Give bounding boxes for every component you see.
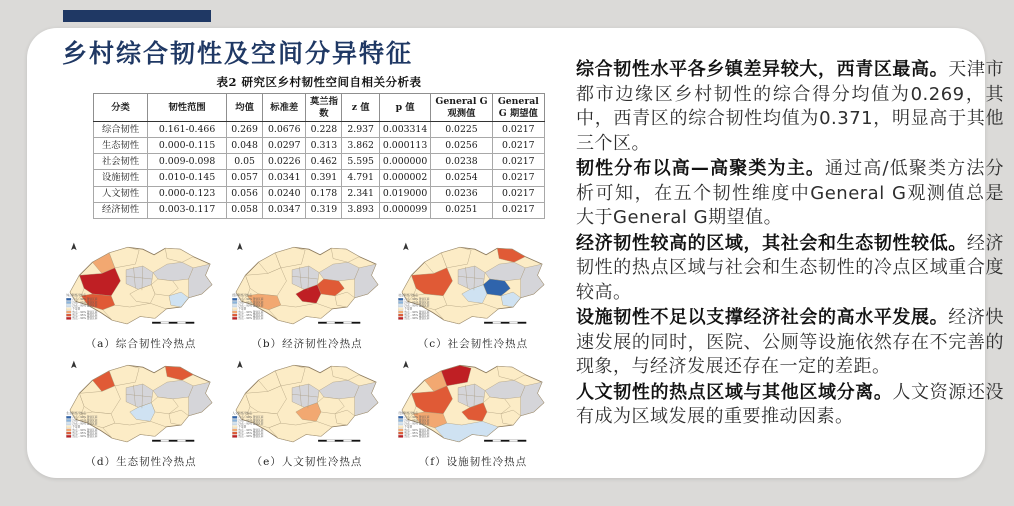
map-legend-title: 社会韧性冷热点	[398, 292, 418, 297]
scale-bar	[318, 322, 360, 324]
map-canvas-c	[392, 238, 554, 335]
north-arrow-icon	[71, 243, 77, 250]
note-body-text: 人文资源还没有成为区域发展的重要推动因素。	[576, 381, 1005, 427]
legend-label: 热点 - 90% 置信区间	[238, 428, 264, 432]
table-cell: 0.000-0.123	[148, 186, 227, 202]
table-row	[94, 122, 545, 138]
north-arrow-icon	[237, 361, 243, 368]
map-region-south_band	[103, 303, 166, 324]
map-region-south_band	[269, 421, 332, 442]
table-header-cell: z 值	[342, 94, 379, 122]
legend-swatch	[398, 314, 403, 316]
table-cell: 0.000000	[379, 154, 430, 170]
table-cell: 0.048	[227, 138, 263, 154]
legend-label: 冷点 - 99% 置信区间	[72, 416, 98, 420]
legend-swatch	[66, 426, 71, 428]
scale-bar	[318, 440, 360, 442]
legend-swatch	[232, 432, 237, 434]
table-header-cell: General G 期望值	[492, 94, 544, 122]
table-cell: 0.003314	[379, 122, 430, 138]
legend-swatch	[398, 311, 403, 313]
legend-swatch	[232, 311, 237, 313]
legend-swatch	[232, 416, 237, 418]
map-canvas-d	[60, 356, 222, 453]
legend-label: 冷点 - 99% 置信区间	[238, 298, 264, 302]
legend-label: 热点 - 95% 置信区间	[238, 314, 264, 318]
legend-swatch	[232, 314, 237, 316]
map-caption: （f）设施韧性冷热点	[418, 456, 528, 468]
legend-label: 热点 - 99% 置信区间	[72, 317, 98, 321]
table-cell: 2.341	[342, 186, 379, 202]
table-cell: 3.893	[342, 202, 379, 218]
table-cell: 0.0676	[263, 122, 306, 138]
table-title: 表2 研究区乡村韧性空间自相关分析表	[216, 75, 422, 89]
table-cell: 0.0238	[431, 154, 492, 170]
legend-swatch	[232, 423, 237, 425]
map-legend-title: 人文韧性冷热点	[232, 410, 252, 415]
scale-bar	[484, 440, 526, 442]
legend-swatch	[232, 317, 237, 319]
table-header-cell: General G 观测值	[431, 94, 492, 122]
table-cell: 0.058	[227, 202, 263, 218]
legend-label: 不显著	[72, 425, 81, 429]
legend-swatch	[66, 429, 71, 431]
table-cell: 0.319	[306, 202, 342, 218]
table-row	[94, 138, 545, 154]
map-canvas-e	[226, 356, 388, 453]
legend-label: 冷点 - 95% 置信区间	[238, 419, 264, 423]
legend-swatch	[398, 419, 403, 421]
legend-swatch	[66, 314, 71, 316]
map-canvas-b	[226, 238, 388, 335]
table-header-cell: 莫兰指数	[306, 94, 342, 122]
legend-swatch	[232, 305, 237, 307]
note-paragraph	[576, 306, 1004, 380]
legend-label: 热点 - 90% 置信区间	[404, 428, 430, 432]
table-cell: 0.0217	[492, 122, 544, 138]
map-figure-f	[390, 356, 556, 469]
legend-swatch	[398, 305, 403, 307]
legend-swatch	[232, 426, 237, 428]
table-cell: 0.003-0.117	[148, 202, 227, 218]
legend-swatch	[398, 308, 403, 310]
table-cell: 0.178	[306, 186, 342, 202]
map-caption: （d）生态韧性冷热点	[85, 456, 197, 468]
map-caption: （c）社会韧性冷热点	[417, 338, 529, 350]
table-cell: 0.000113	[379, 138, 430, 154]
legend-label: 冷点 - 90% 置信区间	[238, 422, 264, 426]
legend-label: 不显著	[238, 425, 247, 429]
table-cell: 0.0254	[431, 170, 492, 186]
legend-swatch	[232, 435, 237, 437]
table-header-cell: p 值	[379, 94, 430, 122]
table-cell: 0.313	[306, 138, 342, 154]
legend-label: 热点 - 99% 置信区间	[404, 317, 430, 321]
legend-label: 冷点 - 95% 置信区间	[404, 301, 430, 305]
legend-swatch	[66, 308, 71, 310]
table-cell: 0.0236	[431, 186, 492, 202]
north-arrow-icon	[403, 243, 409, 250]
legend-label: 冷点 - 95% 置信区间	[238, 301, 264, 305]
legend-label: 冷点 - 95% 置信区间	[72, 419, 98, 423]
table-cell: 2.937	[342, 122, 379, 138]
table-header-row	[94, 94, 545, 122]
table-cell: 0.0251	[431, 202, 492, 218]
table-cell: 0.0217	[492, 138, 544, 154]
legend-label: 冷点 - 95% 置信区间	[404, 419, 430, 423]
map-legend-title: 设施韧性冷热点	[398, 410, 418, 415]
note-bold-lead: 韧性分布以高—高聚类为主。	[576, 158, 826, 179]
note-body-text: 天津市都市边缘区乡村韧性的综合得分均值为0.269，其中，西青区的综合韧性均值为0.371，明显高于其他三个区。	[576, 59, 1005, 154]
north-arrow-icon	[237, 243, 243, 250]
table-cell: 0.05	[227, 154, 263, 170]
table-cell: 综合韧性	[94, 122, 148, 138]
table-row	[94, 186, 545, 202]
map-legend-title: 综合韧性冷热点	[66, 292, 86, 297]
map-legend-title: 生态韧性冷热点	[66, 410, 86, 415]
table-cell: 0.0217	[492, 154, 544, 170]
legend-swatch	[66, 301, 71, 303]
legend-swatch	[232, 301, 237, 303]
note-body-text: 经济快速发展的同时，医院、公厕等设施依然存在不完善的现象，与经济发展还存在一定的差距。	[576, 307, 1005, 377]
legend-swatch	[66, 311, 71, 313]
note-paragraph	[576, 381, 1004, 430]
legend-swatch	[398, 429, 403, 431]
legend-swatch	[66, 432, 71, 434]
map-canvas-f	[392, 356, 554, 453]
map-region-south_band	[269, 303, 332, 324]
table-cell: 0.010-0.145	[148, 170, 227, 186]
map-canvas-a	[60, 238, 222, 335]
legend-swatch	[398, 298, 403, 300]
legend-label: 热点 - 90% 置信区间	[404, 310, 430, 314]
legend-label: 冷点 - 90% 置信区间	[238, 304, 264, 308]
legend-label: 冷点 - 90% 置信区间	[404, 422, 430, 426]
map-region-south_band	[103, 421, 166, 442]
table-cell: 人文韧性	[94, 186, 148, 202]
map-figure-c	[390, 238, 556, 351]
legend-swatch	[66, 423, 71, 425]
legend-swatch	[66, 435, 71, 437]
map-caption: （b）经济韧性冷热点	[251, 338, 363, 350]
legend-swatch	[232, 298, 237, 300]
scale-bar	[484, 322, 526, 324]
legend-label: 热点 - 99% 置信区间	[238, 317, 264, 321]
map-figure-e	[224, 356, 390, 469]
table-row	[94, 202, 545, 218]
table-cell: 0.228	[306, 122, 342, 138]
table-cell: 0.0347	[263, 202, 306, 218]
table-cell: 0.000002	[379, 170, 430, 186]
table-cell: 0.0256	[431, 138, 492, 154]
hotspot-maps-grid	[58, 238, 556, 469]
table-cell: 0.462	[306, 154, 342, 170]
legend-swatch	[398, 423, 403, 425]
legend-label: 热点 - 90% 置信区间	[72, 428, 98, 432]
note-paragraph	[576, 232, 1004, 306]
legend-label: 冷点 - 99% 置信区间	[404, 416, 430, 420]
table-cell: 经济韧性	[94, 202, 148, 218]
legend-label: 冷点 - 99% 置信区间	[238, 416, 264, 420]
table-cell: 0.0226	[263, 154, 306, 170]
table-cell: 0.000-0.115	[148, 138, 227, 154]
table-cell: 0.161-0.466	[148, 122, 227, 138]
legend-label: 不显著	[72, 307, 81, 311]
table-cell: 4.791	[342, 170, 379, 186]
legend-label: 热点 - 95% 置信区间	[404, 432, 430, 436]
north-arrow-icon	[403, 361, 409, 368]
note-body-text: 经济韧性的热点区域与社会和生态韧性的冷点区域重合度较高。	[576, 232, 1005, 303]
note-bold-lead: 综合韧性水平各乡镇差异较大，西青区最高。	[576, 59, 949, 80]
accent-bar	[63, 10, 211, 22]
table-cell: 0.0240	[263, 186, 306, 202]
legend-label: 冷点 - 99% 置信区间	[404, 298, 430, 302]
note-paragraph	[576, 157, 1004, 231]
table-cell: 0.000099	[379, 202, 430, 218]
table-cell: 0.0297	[263, 138, 306, 154]
table-cell: 设施韧性	[94, 170, 148, 186]
table-cell: 社会韧性	[94, 154, 148, 170]
legend-swatch	[66, 419, 71, 421]
legend-swatch	[398, 432, 403, 434]
legend-swatch	[232, 419, 237, 421]
map-region-south_band	[435, 421, 498, 442]
table-cell: 0.019000	[379, 186, 430, 202]
legend-label: 热点 - 90% 置信区间	[238, 310, 264, 314]
legend-swatch	[66, 317, 71, 319]
legend-label: 冷点 - 90% 置信区间	[72, 422, 98, 426]
map-caption: （e）人文韧性冷热点	[251, 456, 363, 468]
legend-swatch	[66, 298, 71, 300]
legend-label: 热点 - 99% 置信区间	[404, 435, 430, 439]
table-cell: 0.0217	[492, 202, 544, 218]
legend-label: 热点 - 90% 置信区间	[72, 310, 98, 314]
legend-label: 冷点 - 90% 置信区间	[404, 304, 430, 308]
analysis-table-section	[93, 74, 545, 219]
legend-label: 热点 - 99% 置信区间	[72, 435, 98, 439]
legend-label: 不显著	[238, 307, 247, 311]
legend-swatch	[398, 426, 403, 428]
page-title: 乡村综合韧性及空间分异特征	[62, 39, 414, 68]
legend-label: 不显著	[404, 307, 413, 311]
table-header-cell: 均值	[227, 94, 263, 122]
legend-label: 热点 - 99% 置信区间	[238, 435, 264, 439]
table-row	[94, 154, 545, 170]
legend-label: 热点 - 95% 置信区间	[72, 432, 98, 436]
table-cell: 0.269	[227, 122, 263, 138]
map-caption: （a）综合韧性冷热点	[85, 338, 197, 350]
table-cell: 0.057	[227, 170, 263, 186]
table-cell: 0.0217	[492, 186, 544, 202]
table-row	[94, 170, 545, 186]
north-arrow-icon	[71, 361, 77, 368]
note-body-text: 通过高/低聚类方法分析可知，在五个韧性维度中General G观测值总是大于General G期望值。	[576, 158, 1004, 228]
legend-swatch	[398, 301, 403, 303]
map-legend-title: 经济韧性冷热点	[232, 292, 252, 297]
legend-label: 热点 - 95% 置信区间	[404, 314, 430, 318]
scale-bar	[152, 440, 194, 442]
legend-swatch	[232, 308, 237, 310]
table-header-cell: 分类	[94, 94, 148, 122]
note-bold-lead: 设施韧性不足以支撑经济社会的高水平发展。	[576, 307, 949, 328]
table-cell: 5.595	[342, 154, 379, 170]
table-cell: 3.862	[342, 138, 379, 154]
table-header-cell: 标准差	[263, 94, 306, 122]
table-cell: 0.391	[306, 170, 342, 186]
legend-swatch	[398, 435, 403, 437]
legend-swatch	[232, 429, 237, 431]
table-cell: 生态韧性	[94, 138, 148, 154]
scale-bar	[152, 322, 194, 324]
spatial-autocorrelation-table	[93, 93, 545, 219]
legend-label: 热点 - 95% 置信区间	[238, 432, 264, 436]
legend-label: 热点 - 95% 置信区间	[72, 314, 98, 318]
notes-panel	[576, 58, 1004, 431]
legend-label: 冷点 - 99% 置信区间	[72, 298, 98, 302]
legend-swatch	[66, 416, 71, 418]
table-header-cell: 韧性范围	[148, 94, 227, 122]
table-cell: 0.0225	[431, 122, 492, 138]
legend-label: 冷点 - 95% 置信区间	[72, 301, 98, 305]
table-cell: 0.009-0.098	[148, 154, 227, 170]
table-cell: 0.0341	[263, 170, 306, 186]
table-cell: 0.0217	[492, 170, 544, 186]
table-cell: 0.056	[227, 186, 263, 202]
map-region-south_band	[435, 303, 498, 324]
legend-swatch	[398, 416, 403, 418]
map-figure-a	[58, 238, 224, 351]
legend-swatch	[66, 305, 71, 307]
note-paragraph	[576, 58, 1004, 156]
map-figure-d	[58, 356, 224, 469]
legend-label: 冷点 - 90% 置信区间	[72, 304, 98, 308]
note-bold-lead: 人文韧性的热点区域与其他区域分离。	[576, 381, 893, 403]
note-bold-lead: 经济韧性较高的区域，其社会和生态韧性较低。	[576, 232, 967, 254]
legend-swatch	[398, 317, 403, 319]
legend-label: 不显著	[404, 425, 413, 429]
map-figure-b	[224, 238, 390, 351]
